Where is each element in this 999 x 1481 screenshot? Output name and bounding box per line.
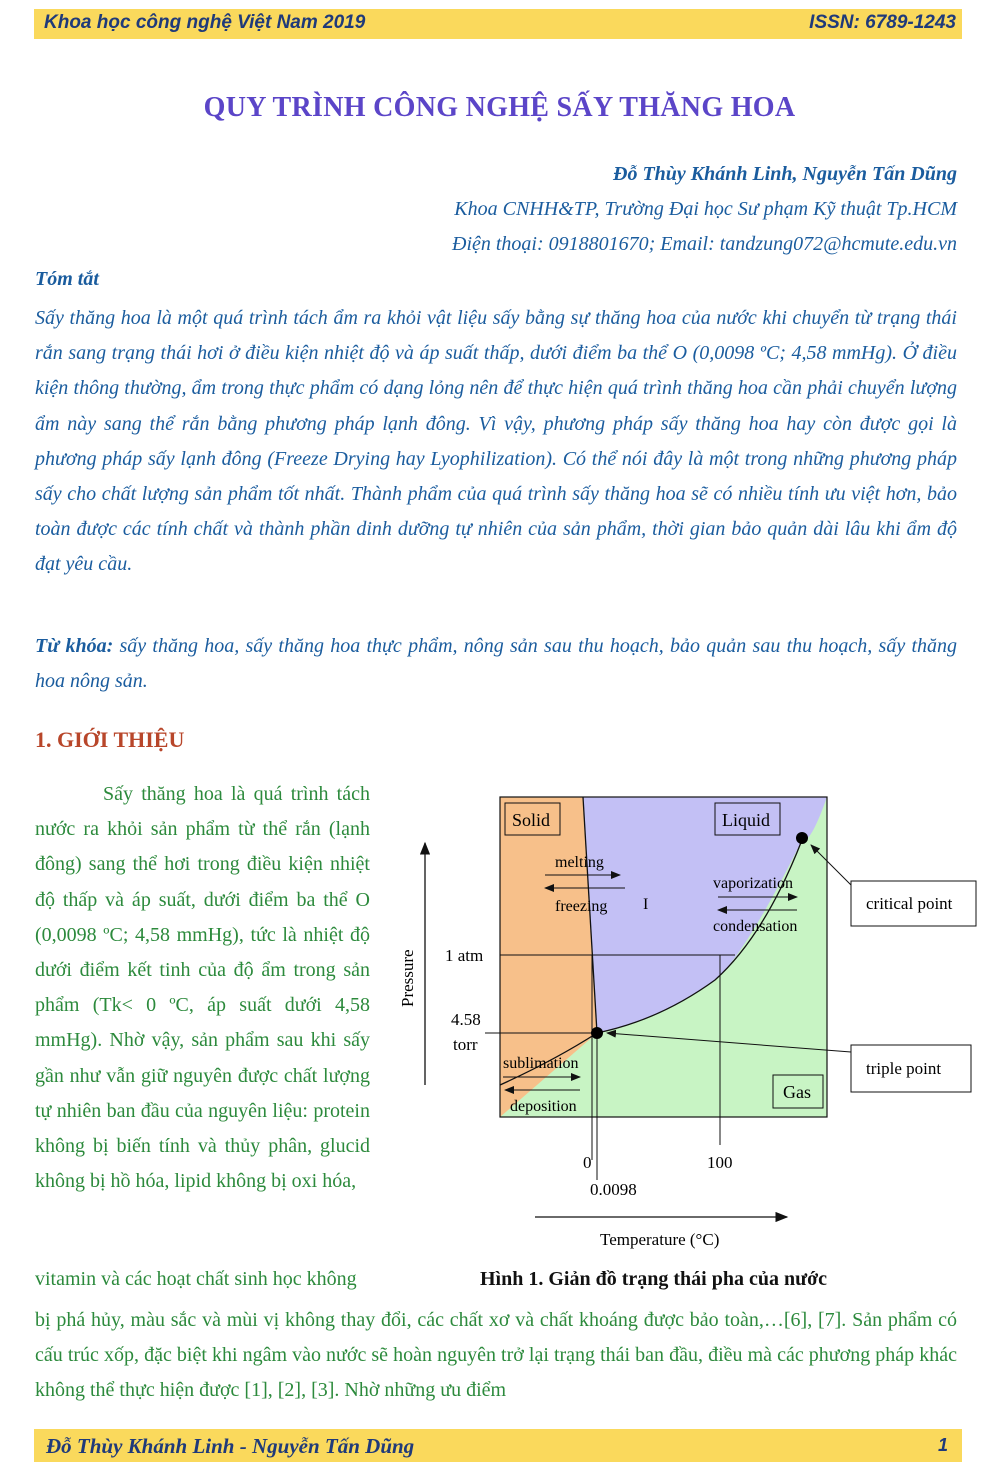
keywords-label: Từ khóa:	[35, 635, 114, 657]
freezing-label: freezing	[555, 898, 608, 915]
temperature-axis-label: Temperature (°C)	[600, 1230, 720, 1249]
condensation-label: condensation	[713, 918, 798, 935]
figure-caption: Hình 1. Giản đồ trạng thái pha của nước	[480, 1268, 828, 1290]
intro-column	[35, 777, 370, 1199]
vaporization-label: vaporization	[713, 875, 793, 892]
liquid-label: Liquid	[722, 810, 770, 830]
gas-label: Gas	[783, 1082, 811, 1102]
intro-last-line: vitamin và các hoạt chất sinh học không	[35, 1268, 357, 1290]
paper-title: QUY TRÌNH CÔNG NGHỆ SẤY THĂNG HOA	[203, 92, 796, 123]
contact-info: Điện thoại: 0918801670; Email: tandzung072@hcmute.edu.vn	[452, 233, 957, 255]
solid-label: Solid	[512, 810, 551, 830]
footer-authors: Đỗ Thùy Khánh Linh - Nguyễn Tấn Dũng	[46, 1434, 415, 1458]
section-heading: 1. GIỚI THIỆU	[35, 727, 185, 752]
triple-point-marker	[591, 1027, 603, 1039]
deposition-label: deposition	[510, 1098, 577, 1115]
p458-tick: 4.58	[451, 1010, 481, 1029]
hundred-tick: 100	[707, 1153, 733, 1172]
melting-label: melting	[555, 854, 604, 871]
page-number: 1	[937, 1435, 948, 1455]
abstract-text: Sấy thăng hoa là một quá trình tách ẩm ra khỏi vật liệu sấy bằng sự thăng hoa của nước khi chuyển từ trạng thái rắn sang trạng thái hơi ở điều kiện nhiệt độ và áp suất thấp, dưới điểm ba thể O (0,0098 ºC; 4,58 mmHg). Ở điều kiện thông thường, ẩm trong thực phẩm có dạng lỏng nên để thực hiện quá trình thăng hoa cần phải chuyển lượng ẩm này sang thể rắn bằng phương pháp lạnh đông. Vì vậy, phương pháp sấy thăng hoa hay còn được gọi là phương pháp sấy lạnh đông (Freeze Drying hay Lyophilization). Có thể nói đây là một trong những phương pháp sấy cho chất lượng sản phẩm tốt nhất. Thành phẩm của quá trình sấy thăng hoa sẽ có nhiều tính ưu việt hơn, bảo toàn được các tính chất và thành phần dinh dưỡng tự nhiên của sản phẩm, thời gian bảo quản dài lâu khi ẩm độ đạt yêu cầu.	[35, 307, 957, 576]
text-cursor-icon: I	[643, 896, 649, 913]
one-atm-tick: 1 atm	[445, 946, 484, 965]
pressure-axis-label: Pressure	[398, 949, 417, 1007]
critical-point-marker	[796, 832, 808, 844]
keywords-text: sấy thăng hoa, sấy thăng hoa thực phẩm, nông sản sau thu hoạch, bảo quản sau thu hoạch, sấy thăng hoa nông sản.	[35, 635, 958, 693]
triple-temp-tick: 0.0098	[590, 1180, 637, 1199]
intro-continued: bị phá hủy, màu sắc và mùi vị không thay đổi, các chất xơ và chất khoáng được bảo toàn,…[6], [7]. Sản phẩm có cấu trúc xốp, đặc biệt khi ngâm vào nước sẽ hoàn nguyên trở lại trạng thái ban đầu, điều mà các phương pháp khác không thể thực hiện được [1], [2], [3]. Nhờ những ưu điểm	[35, 1309, 957, 1402]
keywords	[35, 629, 957, 699]
header-band	[34, 9, 962, 39]
issn: ISSN: 6789-1243	[809, 12, 956, 33]
sublimation-label: sublimation	[503, 1055, 579, 1072]
torr-tick: torr	[453, 1035, 478, 1054]
affiliation: Khoa CNHH&TP, Trường Đại học Sư phạm Kỹ thuật Tp.HCM	[454, 198, 957, 220]
journal-name: Khoa học công nghệ Việt Nam 2019	[44, 12, 366, 33]
abstract-heading: Tóm tắt	[35, 268, 99, 290]
intro-paragraph: Sấy thăng hoa là quá trình tách nước ra khỏi sản phẩm từ thể rắn (lạnh đông) sang thể hơi trong điều kiện nhiệt độ thấp và áp suất, dưới điểm ba thể O (0,0098 ºC; 4,58 mmHg), tức là nhiệt độ dưới điểm kết tinh của độ ẩm trong sản phẩm (Tk< 0 ºC, áp suất dưới 4,58 mmHg). Nhờ vậy, sản phẩm sau khi sấy gần như vẫn giữ nguyên được chất lượng tự nhiên ban đầu của nguyên liệu: protein không bị biến tính và thủy phân, glucid không bị hồ hóa, lipid không bị oxi hóa,	[35, 783, 370, 1193]
authors: Đỗ Thùy Khánh Linh, Nguyễn Tấn Dũng	[613, 163, 957, 185]
critical-point-label: critical point	[866, 894, 953, 913]
zero-tick: 0	[583, 1153, 592, 1172]
phase-diagram-figure	[385, 785, 985, 1260]
triple-point-label: triple point	[866, 1059, 942, 1078]
footer-band	[34, 1429, 962, 1462]
